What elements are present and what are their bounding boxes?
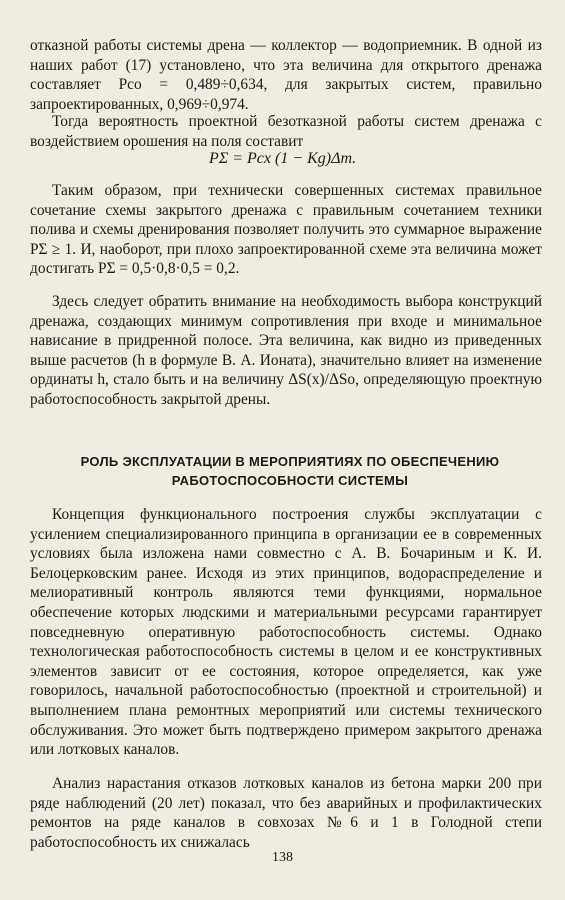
- page-number: 138: [272, 850, 293, 865]
- paragraph-4: Здесь следует обратить внимание на необходимость выбора конструкций дренажа, создающих минимум сопротивления при входе и минимальное нависание в придренной полосе. Эта величина, как видно из приведенных выше расчетов (h в формуле В. А. Ионата), значительно влияет на изменение ординаты h, стало быть и на величину ΔS(x)/ΔSo, определяющую проектную работоспособность закрытой дрены.: [30, 293, 542, 408]
- paragraph-2: Тогда вероятность проектной безотказной работы систем дренажа с воздействием орошения на поля составит: [30, 113, 542, 150]
- paragraph-1: отказной работы системы дрена — коллектор — водоприемник. В одной из наших работ (17) установлено, что эта величина для открытого дренажа составляет Pco = 0,489÷0,634, для закрытых систем, правильно запроектированных, 0,969÷0,974.: [30, 37, 542, 113]
- paragraph-6: Анализ нарастания отказов лотковых каналов из бетона марки 200 при ряде наблюдений (20 лет) показал, что без аварийных и профилактических ремонтов на ряде каналов в совхозах №6 и 1 в Голодной степи работоспособность их снижалась: [30, 775, 542, 851]
- paragraph-3: Таким образом, при технически совершенных системах правильное сочетание схемы закрытого дренажа с правильным сочетанием техники полива и схемы дренирования позволяет получить это суммарное выражение PΣ ≥ 1. И, наоборот, при плохо запроектированной схеме эта величина может достигать PΣ = 0,5·0,8·0,5 = 0,2.: [30, 182, 542, 278]
- formula-probability: PΣ = Pcx (1 − Kg)Δm.: [208, 150, 357, 167]
- section-heading: РОЛЬ ЭКСПЛУАТАЦИИ В МЕРОПРИЯТИЯХ ПО ОБЕСПЕЧЕНИЮ РАБОТОСПОСОБНОСТИ СИСТЕМЫ: [80, 454, 500, 488]
- paragraph-5: Концепция функционального построения службы эксплуатации с усилением специализированного принципа в организации ее в современных условиях была изложена нами совместно с А. В. Бочариным и К. И. Белоцерковским ранее. Исходя из этих принципов, водораспределение и мелиоративный контроль являются теми функциями, нормальное обеспечение которых людскими и материальными ресурсами гарантирует повседневную оперативную работоспособность системы. Однако технологическая работоспособность системы в целом и ее конструктивных элементов зависит от ее состояния, которое определяется, как уже говорилось, начальной работоспособностью (проектной и строительной) и выполнением плана ремонтных мероприятий или системы технического обслуживания. Это может быть подтверждено примером закрытого дренажа или лотковых каналов.: [30, 506, 542, 759]
